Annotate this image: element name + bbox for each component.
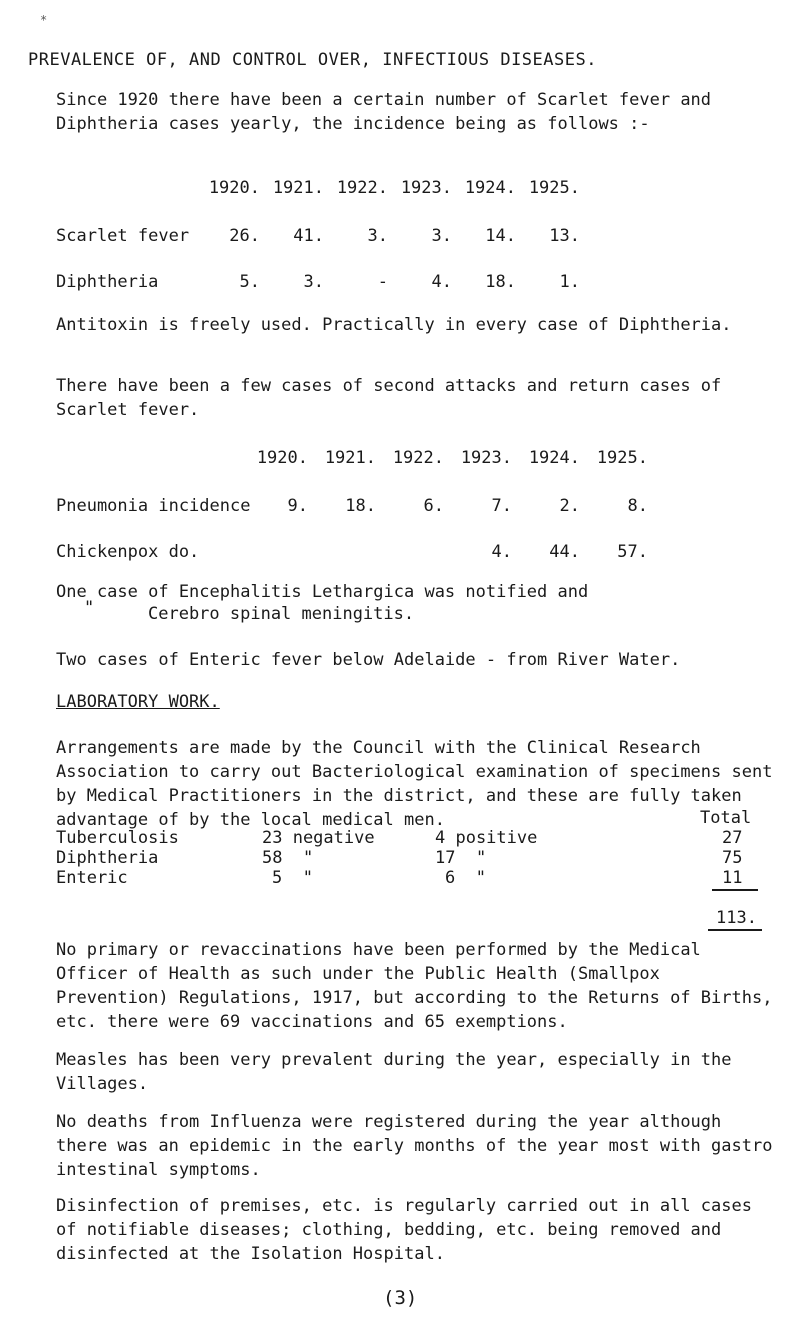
year-header: 1921. (324, 448, 376, 468)
year-header: 1920. (256, 448, 308, 468)
influenza-paragraph: No deaths from Influenza were registered during the year although there was an epidemic in the early months of the year most with gastro intestinal symptoms. (56, 1112, 773, 1180)
year-header: 1920. (208, 178, 260, 198)
table-cell: 26. (229, 226, 260, 246)
corner-mark: * (40, 13, 48, 27)
intro-paragraph: Since 1920 there have been a certain number of Scarlet fever and Diphtheria cases yearly, the incidence being as follows :- (56, 90, 712, 134)
table-cell: 1. (559, 272, 580, 292)
grand-total: 113. (716, 908, 757, 928)
row-label: Scarlet fever (56, 226, 190, 246)
table-cell: 5. (239, 272, 260, 292)
row-label: Chickenpox do. (56, 542, 200, 562)
year-header: 1922. (392, 448, 444, 468)
table-cell: 8. (627, 496, 648, 516)
table-cell: 3. (367, 226, 388, 246)
table-cell: 18. (485, 272, 516, 292)
year-header: 1924. (464, 178, 516, 198)
subtotal-rule (712, 889, 758, 891)
second-attacks-paragraph: There have been a few cases of second attacks and return cases of Scarlet fever. (56, 376, 722, 420)
disinfection-paragraph: Disinfection of premises, etc. is regularly carried out in all cases of notifiable diseases; clothing, bedding, etc. being removed and disinfected at the Isolation Hospital. (56, 1196, 752, 1264)
table-cell: 41. (293, 226, 324, 246)
positive-count: 17 " (435, 848, 487, 868)
table-cell: 7. (491, 496, 512, 516)
lab-paragraph: Arrangements are made by the Council with the Clinical Research Association to carry out Bacteriological examination of specimens sent by Medical Practitioners in the district, and these are fully taken advantage of by the local medical men. (56, 738, 773, 830)
year-header: 1922. (336, 178, 388, 198)
year-header: 1925. (596, 448, 648, 468)
total-header: Total (700, 808, 752, 828)
antitoxin-paragraph: Antitoxin is freely used. Practically in every case of Diphtheria. (56, 315, 732, 335)
negative-count: 58 " (262, 848, 314, 868)
table-cell: 18. (345, 496, 376, 516)
measles-paragraph: Measles has been very prevalent during the year, especially in the Villages. (56, 1050, 732, 1094)
grand-total-rule (708, 929, 762, 931)
row-label: Diphtheria (56, 272, 159, 292)
table-cell: 4. (431, 272, 452, 292)
row-total: 27 (722, 828, 743, 848)
table-cell: 57. (617, 542, 648, 562)
row-label: Pneumonia incidence (56, 496, 251, 516)
lab-heading: LABORATORY WORK. (56, 692, 220, 712)
year-header: 1923. (460, 448, 512, 468)
meningitis-line: Cerebro spinal meningitis. (148, 604, 415, 624)
year-header: 1924. (528, 448, 580, 468)
negative-count: 23 negative (262, 828, 375, 848)
table-cell: - (377, 272, 388, 292)
row-label: Enteric (56, 868, 128, 888)
table-cell: 9. (287, 496, 308, 516)
year-header: 1921. (272, 178, 324, 198)
positive-count: 4 positive (435, 828, 538, 848)
table-cell: 4. (491, 542, 512, 562)
table-cell: 3. (303, 272, 324, 292)
ditto-mark: " (84, 598, 95, 618)
row-label: Tuberculosis (56, 828, 179, 848)
table-cell: 2. (559, 496, 580, 516)
positive-count: 6 " (445, 868, 486, 888)
negative-count: 5 " (272, 868, 313, 888)
enteric-paragraph: Two cases of Enteric fever below Adelaide - from River Water. (56, 650, 681, 670)
year-header: 1923. (400, 178, 452, 198)
table-cell: 3. (431, 226, 452, 246)
vaccination-paragraph: No primary or revaccinations have been performed by the Medical Officer of Health as such under the Public Health (Smallpox Prevention) Regulations, 1917, but according to the Returns of Births, etc. there were 69 vaccinations and 65 exemptions. (56, 940, 773, 1032)
year-header: 1925. (528, 178, 580, 198)
table-cell: 44. (549, 542, 580, 562)
page-number: (3) (383, 1287, 418, 1309)
row-total: 75 (722, 848, 743, 868)
table-cell: 13. (549, 226, 580, 246)
table-cell: 6. (423, 496, 444, 516)
row-total: 11 (722, 868, 743, 888)
encephalitis-line: One case of Encephalitis Lethargica was notified and (56, 582, 589, 602)
section-heading: PREVALENCE OF, AND CONTROL OVER, INFECTIOUS DISEASES. (28, 50, 597, 70)
table-cell: 14. (485, 226, 516, 246)
row-label: Diphtheria (56, 848, 159, 868)
